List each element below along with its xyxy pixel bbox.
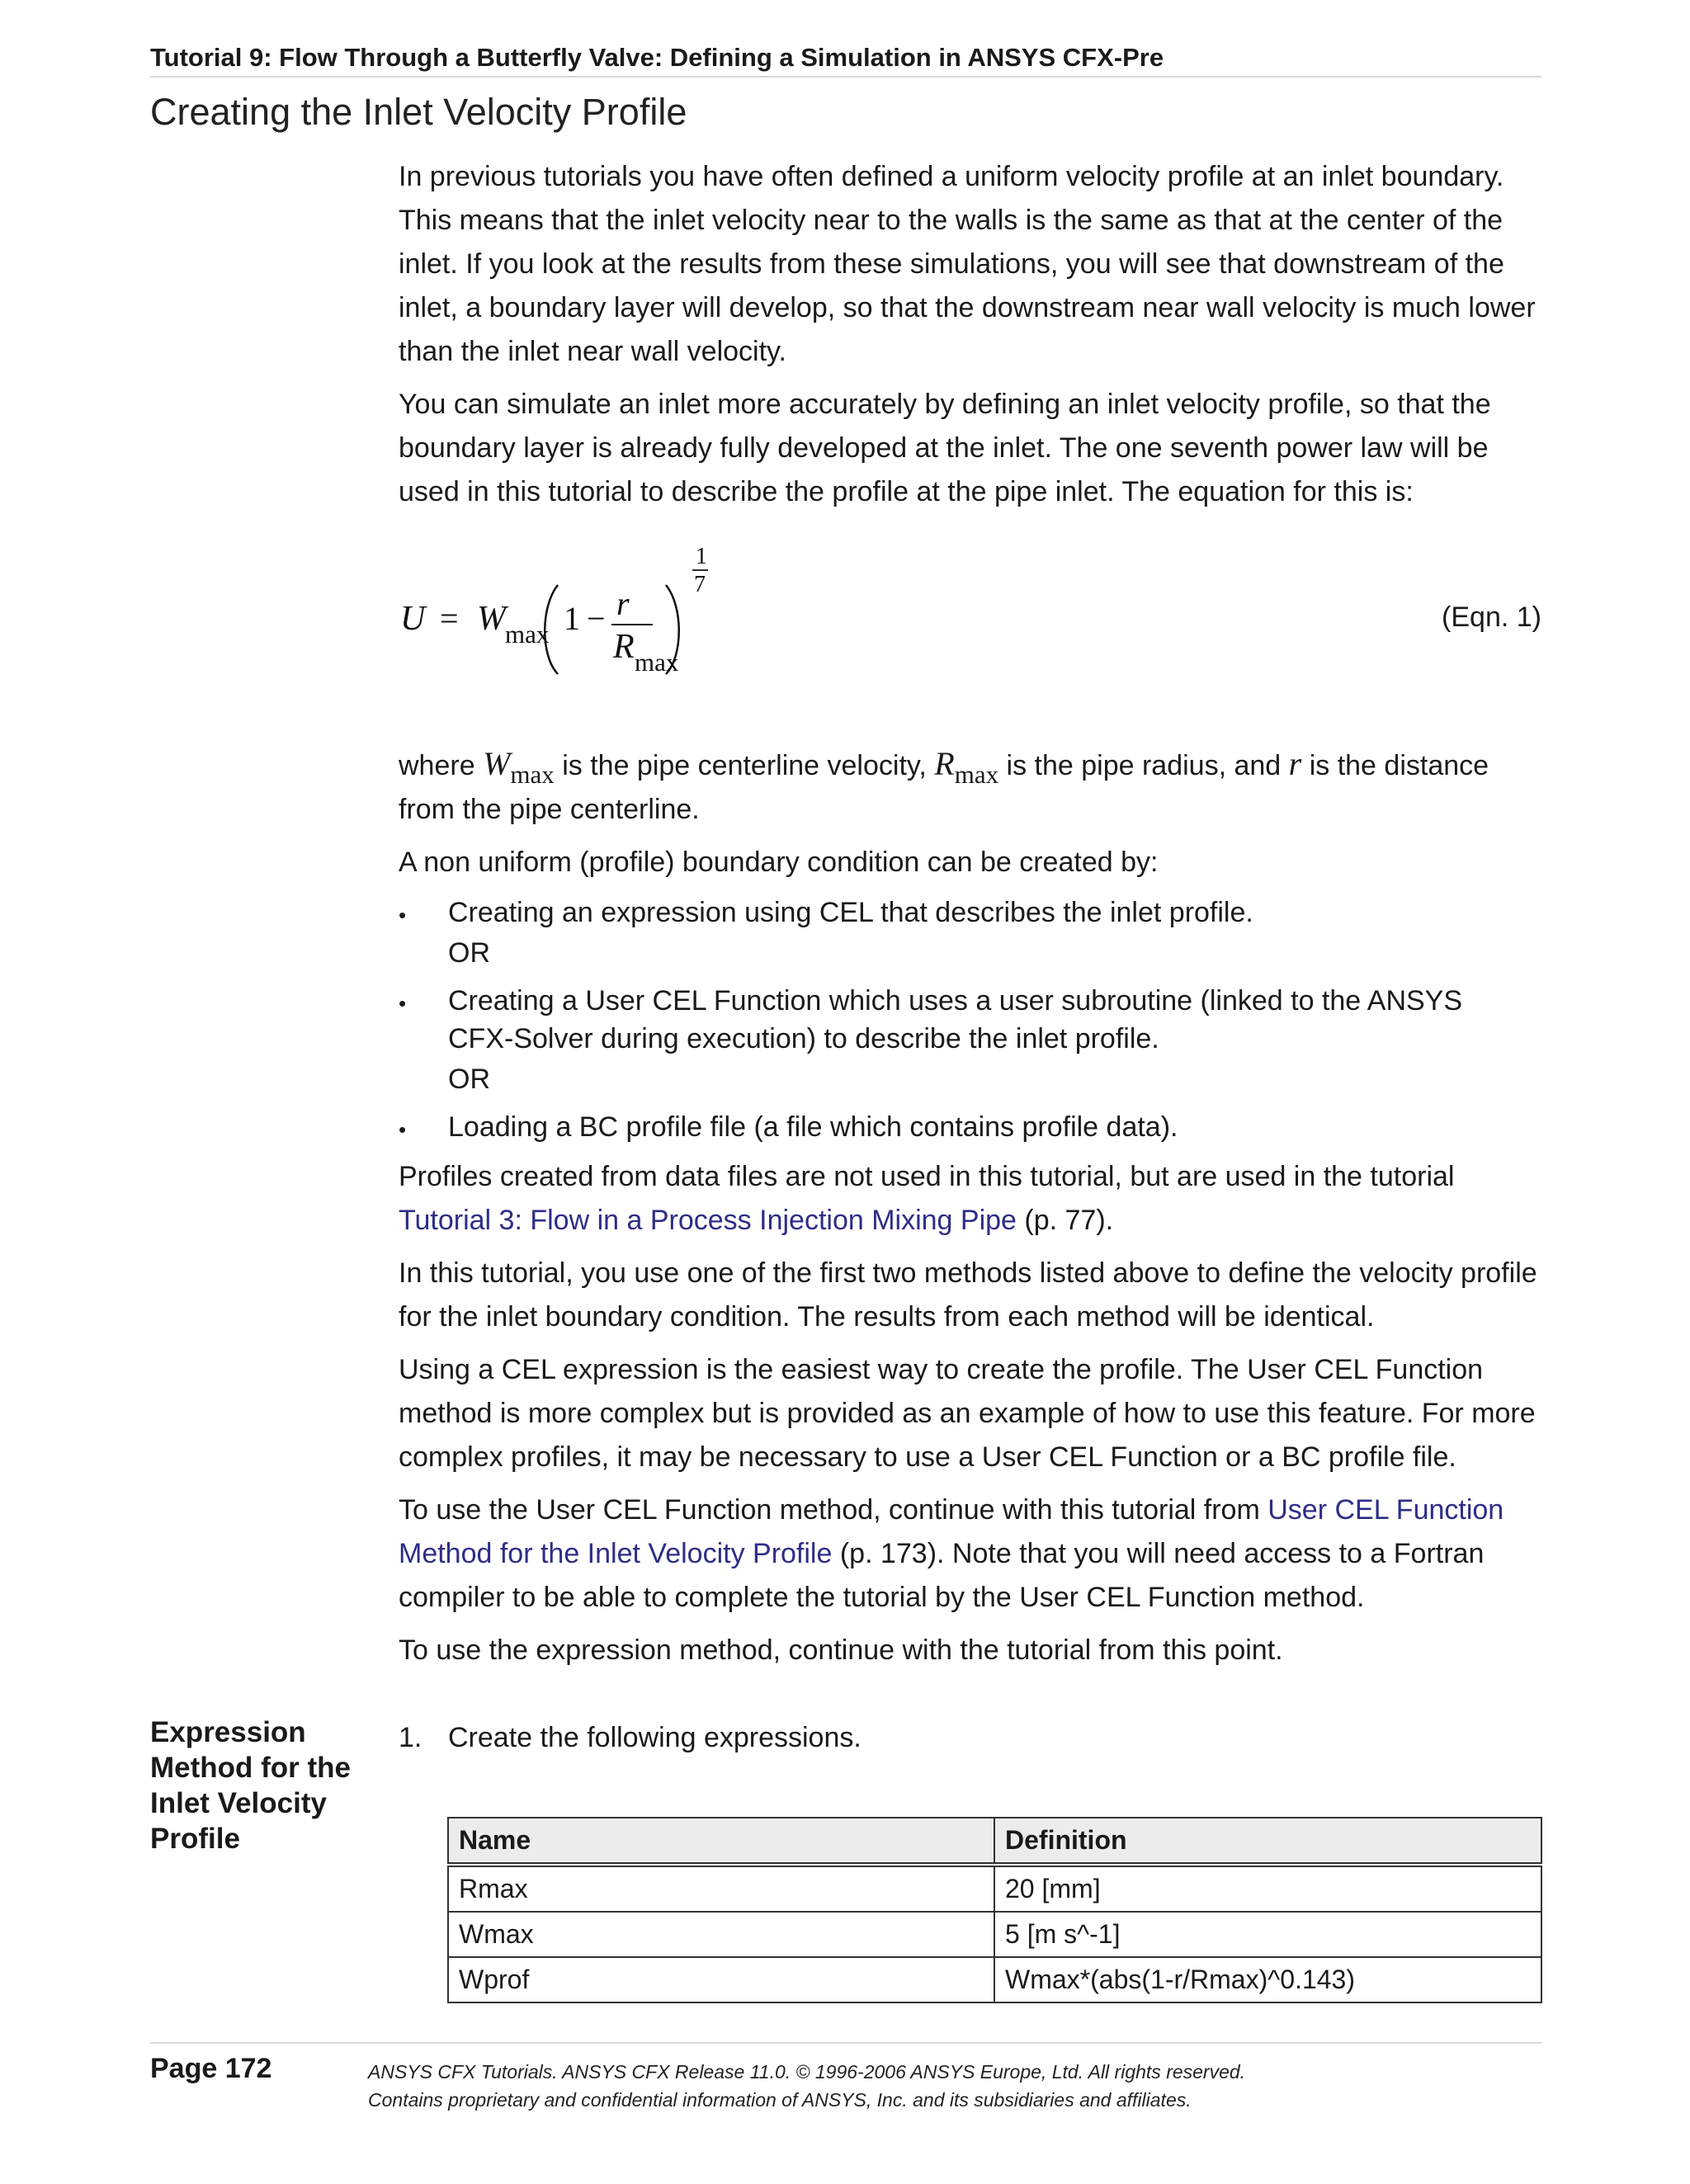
equation-block [399,532,1543,714]
list-item-text: CFX-Solver during execution) to describe the inlet profile. [448,1023,1159,1054]
running-header: Tutorial 9: Flow Through a Butterfly Valve: Defining a Simulation in ANSYS CFX-Pre [150,43,1164,72]
equation-number: (Eqn. 1) [1442,601,1541,633]
list-item-text: Loading a BC profile file (a file which contains profile data). [448,1111,1178,1143]
eq-r: r [616,585,630,622]
method-list [399,894,1543,1146]
eq-lhs: U [400,600,426,638]
eq-minus: − [587,600,606,637]
profiles-paragraph [399,1155,1543,1243]
main-content [399,155,1543,1682]
list-item-text: Creating a User CEL Function which uses a user subroutine (linked to the ANSYS [448,985,1463,1017]
header-divider [150,76,1541,78]
column-header-definition: Definition [994,1818,1541,1865]
footer-divider [150,2042,1541,2044]
rmax-symbol: R [934,745,955,782]
table-row [448,1865,1541,1912]
eq-one: 1 [564,600,580,637]
wmax-symbol: W [483,745,511,782]
eq-w-sub: max [505,620,550,649]
eq-exp-num: 1 [696,544,707,569]
footer-line-2: Contains proprietary and confidential information of ANSYS, Inc. and its subsidiaries and affiliates. [368,2089,1192,2111]
methods-p3-start: To use the User CEL Function method, continue with this tutorial from [399,1494,1260,1526]
methods-paragraph-2: Using a CEL expression is the easiest way to create the profile. The User CEL Function method is more complex but is provided as an example of how to use this feature. For more complex profiles, it may be necessary to use a User CEL Function or a BC profile file. [399,1354,1536,1473]
bullet-icon: • [399,903,407,927]
table-cell: 20 [mm] [994,1865,1541,1912]
methods-p3-end: (p. 173). Note that you will need access to a Fortran compiler to be able to complete the tutorial by the User CEL Function method. [399,1538,1485,1613]
eq-w-symbol: W [477,600,506,638]
bullet-icon: • [399,1117,407,1142]
list-item [399,1108,1543,1146]
list-item [399,894,1543,975]
bullet-icon: • [399,991,407,1016]
methods-paragraph-3 [399,1488,1543,1620]
profiles-text: Profiles created from data files are not used in this tutorial, but are used in the tutorial [399,1161,1455,1192]
wmax-description: is the pipe centerline velocity, [562,750,927,781]
expressions-table [447,1817,1542,2003]
footer-copyright [368,2058,1245,2114]
r-symbol: r [1288,745,1302,782]
table-cell: Wmax*(abs(1-r/Rmax)^0.143) [994,1957,1541,2002]
intro-paragraph-1: In previous tutorials you have often defined a uniform velocity profile at an inlet boundary. This means that the inlet velocity near to the walls is the same as that at the center of the inlet. If you look at the results from these simulations, you will see that downstream of the inlet, a boundary layer will develop, so that the downstream near wall velocity is much lower than the inlet near wall velocity. [399,161,1536,367]
nonuniform-intro: A non uniform (profile) boundary condition can be created by: [399,847,1159,878]
table-header-row [448,1818,1541,1865]
section-title: Creating the Inlet Velocity Profile [150,91,687,133]
table-cell: Wprof [448,1957,994,2002]
table-row [448,1957,1541,2002]
table-cell: Rmax [448,1865,994,1912]
table-cell: 5 [m s^-1] [994,1912,1541,1957]
list-item-text: Creating an expression using CEL that describes the inlet profile. [448,897,1253,928]
page-reference: (p. 77). [1024,1205,1114,1236]
where-paragraph [399,742,1543,832]
methods-paragraph-1: In this tutorial, you use one of the first two methods listed above to define the velocity profile for the inlet boundary condition. The results from each method will be identical. [399,1257,1537,1333]
page-number: Page 172 [150,2053,272,2084]
eq-exp-den: 7 [694,572,706,597]
list-item [399,982,1543,1101]
eq-r-denom-sub: max [635,648,679,677]
tutorial-3-link[interactable]: Tutorial 3: Flow in a Process Injection Mixing Pipe [399,1205,1017,1236]
or-separator: OR [448,937,490,969]
methods-paragraph-4: To use the expression method, continue with the tutorial from this point. [399,1634,1283,1666]
eq-r-denom: R [613,628,635,666]
eq-equals: = [440,600,459,637]
where-word: where [399,750,475,781]
rmax-description: is the pipe radius, and [1006,750,1282,781]
r-description: is the distance from the pipe centerline. [399,750,1489,825]
or-separator: OR [448,1064,490,1095]
wmax-subscript: max [510,760,555,789]
footer-line-1: ANSYS CFX Tutorials. ANSYS CFX Release 11.0. © 1996-2006 ANSYS Europe, Ltd. All rights reserved. [368,2061,1246,2083]
side-heading: Expression Method for the Inlet Velocity Profile [150,1716,352,1855]
equation-formula [399,532,778,714]
step-number: 1. [399,1722,422,1753]
user-cel-function-link[interactable]: User CEL Function Method for the Inlet Velocity Profile [399,1494,1504,1569]
step-1 [399,1716,862,1760]
intro-paragraph-2: You can simulate an inlet more accurately by defining an inlet velocity profile, so that the boundary layer is already fully developed at the inlet. The one seventh power law will be used in this tutorial to describe the profile at the pipe inlet. The equation for this is: [399,389,1491,507]
step-text: Create the following expressions. [448,1722,862,1753]
table-cell: Wmax [448,1912,994,1957]
rmax-subscript: max [954,760,999,789]
column-header-name: Name [448,1818,994,1865]
table-row [448,1912,1541,1957]
